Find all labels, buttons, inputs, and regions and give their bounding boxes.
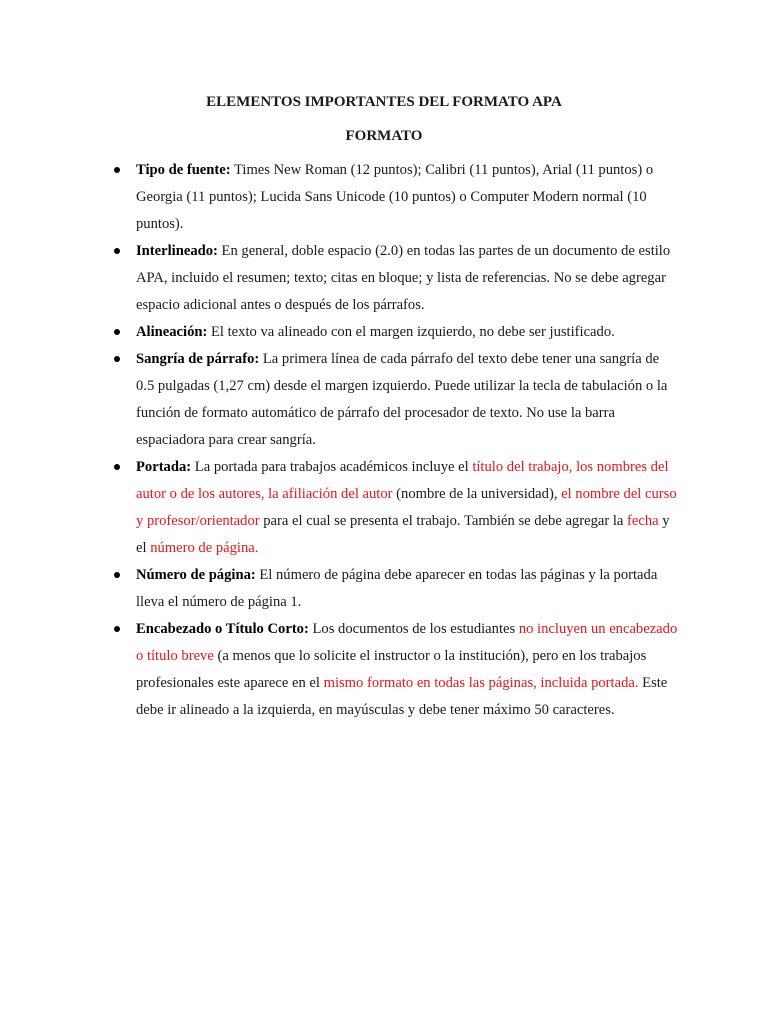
item-text: La primera línea de cada párrafo del texto debe tener una sangría de 0.5 pulgadas (1,27 cm) desde el margen izquierdo. Puede utilizar la tecla de tabulación o la función de formato automático de párrafo del procesador de texto. No use la barra espaciadora para crear sangría.: [136, 351, 668, 448]
highlighted-text: título del trabajo, los nombres del autor o de los autores, la afiliación del autor: [136, 459, 669, 502]
document-subtitle: FORMATO: [345, 128, 423, 144]
item-term: Interlineado:: [136, 243, 218, 259]
item-text: El número de página debe aparecer en todas las páginas y la portada lleva el número de página 1.: [136, 567, 658, 610]
item-text: para el cual se presenta el trabajo. También se debe agregar la: [259, 513, 628, 529]
item-text: y el: [136, 513, 670, 556]
highlighted-text: mismo formato en todas las páginas, incluida portada.: [323, 675, 639, 691]
bullet-icon: [114, 626, 120, 632]
item-text: Este debe ir alineado a la izquierda, en mayúsculas y debe tener máximo 50 caracteres.: [136, 675, 668, 718]
item-text: La portada para trabajos académicos incluye el: [191, 459, 473, 475]
list-item: [136, 346, 681, 454]
item-text: Los documentos de los estudiantes: [308, 621, 519, 637]
item-text: (nombre de la universidad),: [392, 486, 562, 502]
bullet-icon: [114, 248, 120, 254]
highlighted-text: fecha: [627, 513, 659, 529]
bullet-icon: [114, 572, 120, 578]
item-term: Alineación:: [136, 324, 208, 340]
bullet-list: [136, 157, 681, 724]
highlighted-text: el nombre del curso y profesor/orientador: [136, 486, 677, 529]
item-text: El texto va alineado con el margen izquierdo, no debe ser justificado.: [207, 324, 615, 340]
bullet-icon: [114, 356, 120, 362]
bullet-icon: [114, 167, 120, 173]
document-title: ELEMENTOS IMPORTANTES DEL FORMATO APA: [206, 94, 562, 110]
item-text: En general, doble espacio (2.0) en todas las partes de un documento de estilo APA, incluido el resumen; texto; citas en bloque; y lista de referencias. No se debe agregar espacio adicional antes o después de los párrafos.: [136, 243, 671, 313]
list-item: [136, 454, 681, 562]
item-text: (a menos que lo solicite el instructor o la institución), pero en los trabajos profesionales este aparece en el: [136, 648, 647, 691]
list-item: [136, 319, 681, 346]
item-term: Portada:: [136, 459, 192, 475]
item-term: Encabezado o Título Corto:: [136, 621, 309, 637]
list-item: [136, 616, 681, 724]
bullet-icon: [114, 329, 120, 335]
list-item: [136, 157, 681, 238]
item-term: Tipo de fuente:: [136, 162, 231, 178]
highlighted-text: número de página.: [150, 540, 259, 556]
item-term: Número de página:: [136, 567, 256, 583]
list-item: [136, 562, 681, 616]
highlighted-text: no incluyen un encabezado o título breve: [136, 621, 678, 664]
list-item: [136, 238, 681, 319]
item-text: Times New Roman (12 puntos); Calibri (11 puntos), Arial (11 puntos) o Georgia (11 puntos); Lucida Sans Unicode (10 puntos) o Computer Modern normal (10 puntos).: [136, 162, 654, 232]
item-term: Sangría de párrafo:: [136, 351, 260, 367]
bullet-icon: [114, 464, 120, 470]
